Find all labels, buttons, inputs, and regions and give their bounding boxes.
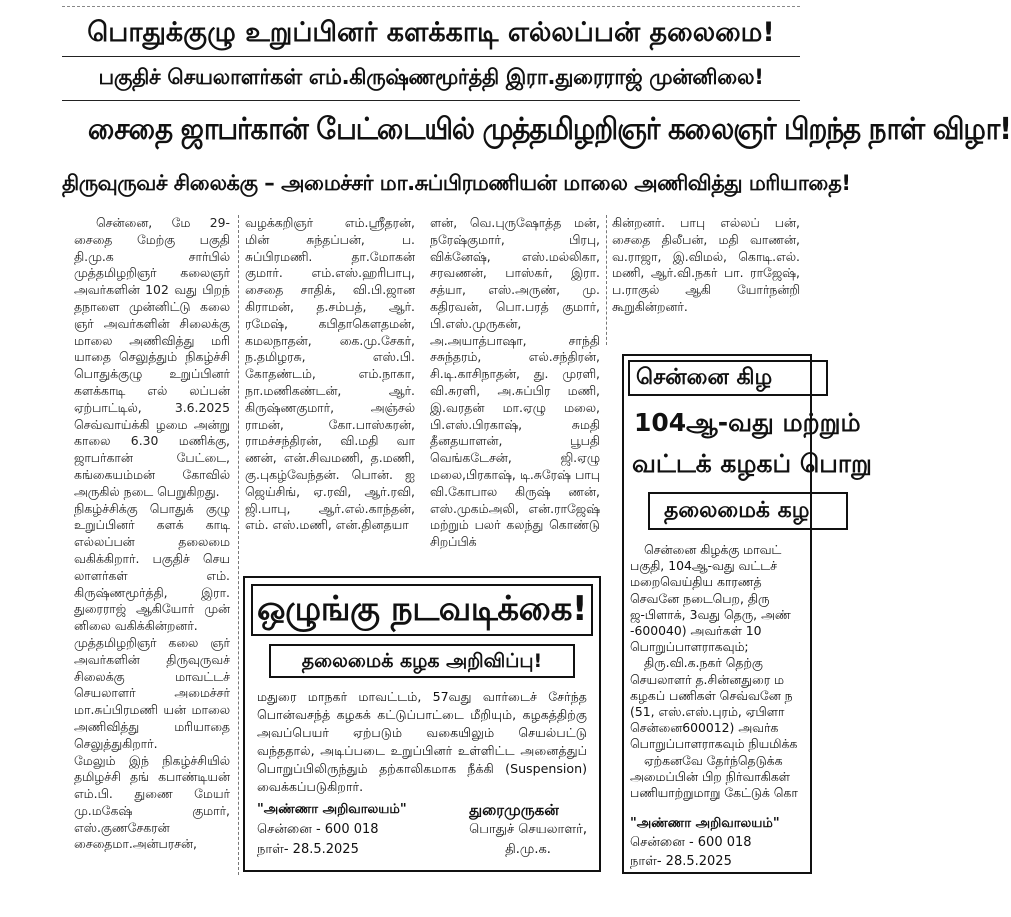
rbox-line: -600040) அவர்கள் 10 — [630, 623, 762, 639]
article-column-2 — [245, 215, 415, 534]
signatory-title: பொதுச் செயலாளர், — [469, 822, 587, 837]
signatory-name: துரைமுருகன் — [469, 801, 559, 819]
article-paragraph: கின்றனர். பாபு எல்லப் பன், சைதை திலீபன், மதி வாணன், வ.ராஜா, இ.விமல், கொடி.எல். மணி, ஆர்.வி.நகர் பா. ராஜேஷ், ப.ராகுல் ஆகி யோர்நன்றி கூறுகின்றனர். — [612, 215, 800, 314]
rbox-heading-4: தலைமைக் கழ — [648, 492, 848, 530]
article-paragraph: சென்னை, மே 29- சைதை மேற்கு பகுதி தி.மு.க சார்பில் முத்தமிழறிஞர் கலைஞர் அவர்களின் 102 வது பிறந் தநாளை முன்னிட்டு கலை ஞர் அவர்களின் சிலைக்கு மாலை அணிவித்து மரி யாதை செலுத்தும் நிகழ்ச்சி பொதுக்குழு உறுப்பினர் களக்காடி எல் லப்பன் ஏற்பாட்டில், 3.6.2025 செவ்வாய்க்கி ழமை அன்று காலை 6.30 மணிக்கு, ஜாபர்கான் பேட்டை, கங்கையம்மன் கோவில் அருகில் நடை பெறுகிறது. — [74, 215, 230, 499]
rbox-heading-2: 104ஆ-வது மற்றும் — [634, 408, 861, 437]
rbox-footer — [630, 814, 780, 871]
rbox-line: அமைப்பின் பிற நிர்வாகிகள் — [630, 768, 790, 784]
rbox-org: "அண்ணா அறிவாலயம்" — [630, 816, 780, 831]
rbox-line: திரு.வி.க.நகர் தெற்கு — [644, 655, 763, 671]
appointment-notice-box — [622, 354, 872, 874]
article-column-1 — [74, 215, 230, 853]
rbox-line: செவனே நடைபெற, திரு — [630, 590, 770, 606]
column-rule — [238, 215, 239, 875]
rbox-city: சென்னை - 600 018 — [630, 835, 752, 850]
notice-address — [257, 800, 407, 860]
top-dashed-border — [62, 6, 800, 7]
article-column-4 — [612, 215, 800, 316]
headline-main: சைதை ஜாபர்கான் பேட்டையில் முத்தமிழறிஞர் கலைஞர் பிறந்த நாள் விழா! — [87, 112, 1011, 147]
notice-body: மதுரை மாநகர் மாவட்டம், 57வது வார்டைச் சேர்ந்த பொன்வசந்த் கழகக் கட்டுப்பாட்டை மீறியும், கழகத்திற்கு அவப்பெயர் ஏற்படும் வகையிலும் செயல்பட்டு வந்ததால், அடிப்படை உறுப்பினர் உள்ளிட்ட அனைத்துப் பொறுப்பிலிருந்தும் தற்காலிகமாக நீக்கி (Suspension) வைக்கப்படுகிறார். — [257, 689, 587, 794]
rbox-line: சென்னை கிழக்கு மாவட் — [644, 542, 782, 557]
signatory-party: தி.மு.க. — [505, 842, 551, 857]
rbox-line: மறைவெய்திய காரணத் — [630, 574, 762, 590]
rbox-line: ஜ-பிளாக், 3வது தெரு, அண் — [630, 606, 791, 622]
headline-presiding: பகுதிச் செயலாளர்கள் எம்.கிருஷ்ணமூர்த்தி இரா.துரைராஜ் முன்னிலை! — [98, 65, 764, 89]
rbox-line: செயலாளர் த.சின்னதுரை ம — [630, 671, 785, 687]
article-paragraph: ளன், வெ.புருஷோத்த மன், நரேஷ்குமார், பிரபு, விக்னேஷ், எஸ்.மல்லிகா, சரவணன், பாஸ்கர், இரா. சத்யா, எஸ்.அருண், மு. கதிரவன், பொ.பரத் குமார், பி.எஸ்.முருகன், அ.அயாத்பாஷா, சாந்தி சசுந்தரம், எல்.சந்திரன், சி.டி.காசிநாதன், து. முரளி, வி.சுரளி, அ.சுப்பிர மணி, இ.வரதன் மா.ஏழு மலை, பி.எஸ்.பிரகாஷ், சுமதி தீனதயாளன், பூபதி வெங்கடேசன், ஜி.ஏழு மலை,பிரகாஷ், டி.சுரேஷ் பாபு வி.கோபால கிருஷ் ணன், எஸ்.முகம்அலி, என்.ராஜேஷ் மற்றும் பலர் கலந்து கொண்டு சிறப்பிக் — [430, 215, 600, 550]
article-paragraph: வழக்கறிஞர் எம்.ஸ்ரீதரன், மின் சுந்தப்பன், ப. சுப்பிரமணி. தா.மோகன் குமார். எம்.எஸ்.ஹரிபாபு, சைதை சாதிக், வி.பி.ஜான கிராமன், த.சம்பத், ஆர். ரமேஷ், கபிதாகௌதமன், கமலநாதன், கை.மு.சேகர், ந.தமிழரசு, எஸ்.பி. கோதண்டம், எம்.நாகா, நா.மணிகண்டன், ஆர். கிருஷ்ணகுமார், அஞ்சல் ராமன், கோ.பாஸ்கரன், ராமச்சந்திரன், வி.மதி வா ணன், என்.சிவமணி, த.மணி, கு.புகழ்வேந்தன். பொன். ஐ ஜெய்சிங், ஏ.ரவி, ஆர்.ரவி, ஜி.பாபு, ஆர்.எல்.காந்தன், எம். எஸ்.மணி, என்.தினதயா — [245, 215, 415, 533]
rbox-line: சென்னை600012) அவர்க — [630, 720, 779, 736]
rbox-line: (51, எஸ்.எஸ்.புரம், ஏபிளா — [630, 704, 785, 720]
notice-subtitle: தலைமைக் கழக அறிவிப்பு! — [269, 644, 575, 678]
rbox-line: கழகப் பணிகள் செவ்வனே ந — [630, 687, 793, 703]
notice-signature — [469, 800, 587, 860]
headline-statue-tribute: திருவுருவச் சிலைக்கு – அமைச்சர் மா.சுப்பிரமணியன் மாலை அணிவித்து மரியாதை! — [62, 171, 851, 195]
notice-title: ஒழுங்கு நடவடிக்கை! — [251, 584, 593, 636]
rbox-line: பொறுப்பாளராகவும்; — [630, 639, 749, 655]
rbox-date: நாள்- 28.5.2025 — [630, 854, 732, 869]
article-column-3 — [430, 215, 600, 551]
headline-chairperson: பொதுக்குழு உறுப்பினர் களக்காடி எல்லப்பன் தலைமை! — [87, 17, 775, 48]
notice-org: "அண்ணா அறிவாலயம்" — [257, 802, 407, 817]
notice-footer — [257, 800, 587, 862]
column-rule — [606, 215, 607, 345]
notice-date: நாள்- 28.5.2025 — [257, 842, 359, 857]
rbox-line: பொறுப்பாளராகவும் நியமிக்க — [630, 736, 798, 752]
rbox-heading-3: வட்டக் கழகப் பொறு — [632, 449, 872, 478]
rbox-line: பகுதி, 104ஆ-வது வட்டச் — [630, 558, 777, 574]
rbox-body — [630, 542, 820, 801]
divider — [62, 100, 800, 101]
divider — [62, 56, 800, 57]
article-paragraph: மேலும் இந் நிகழ்ச்சியில் தமிழச்சி தங் கபாண்டியன் எம்.பி. துணை மேயர் மு.மகேஷ் குமார், எஸ்.குணசேகரன் சைதைமா.அன்பரசன், — [74, 752, 230, 852]
article-paragraph: நிகழ்ச்சிக்கு பொதுக் குழு உறுப்பினர் களக் காடி எல்லப்பன் தலைமை வகிக்கிறார். பகுதிச் செய லாளர்கள் எம். கிருஷ்ணமூர்த்தி, இரா. துரைராஜ் ஆகியோர் முன் னிலை வகிக்கின்றனர். — [74, 500, 230, 634]
rbox-line: பணியாற்றுமாறு கேட்டுக் கொ — [630, 785, 798, 801]
article-paragraph: முத்தமிழறிஞர் கலை ஞர் அவர்களின் திருவுருவச் சிலைக்கு மாவட்டச் செயலாளர் அமைச்சர் மா.சுப்பிரமணி யன் மாலை அணிவித்து மரியாதை செலுத்துகிறார். — [74, 634, 230, 751]
rbox-heading-1: சென்னை கிழ — [628, 360, 828, 396]
notice-city: சென்னை - 600 018 — [257, 822, 379, 837]
disciplinary-notice-box — [243, 576, 601, 872]
rbox-line: ஏற்கனவே தேர்ந்தெடுக்க — [644, 752, 783, 768]
